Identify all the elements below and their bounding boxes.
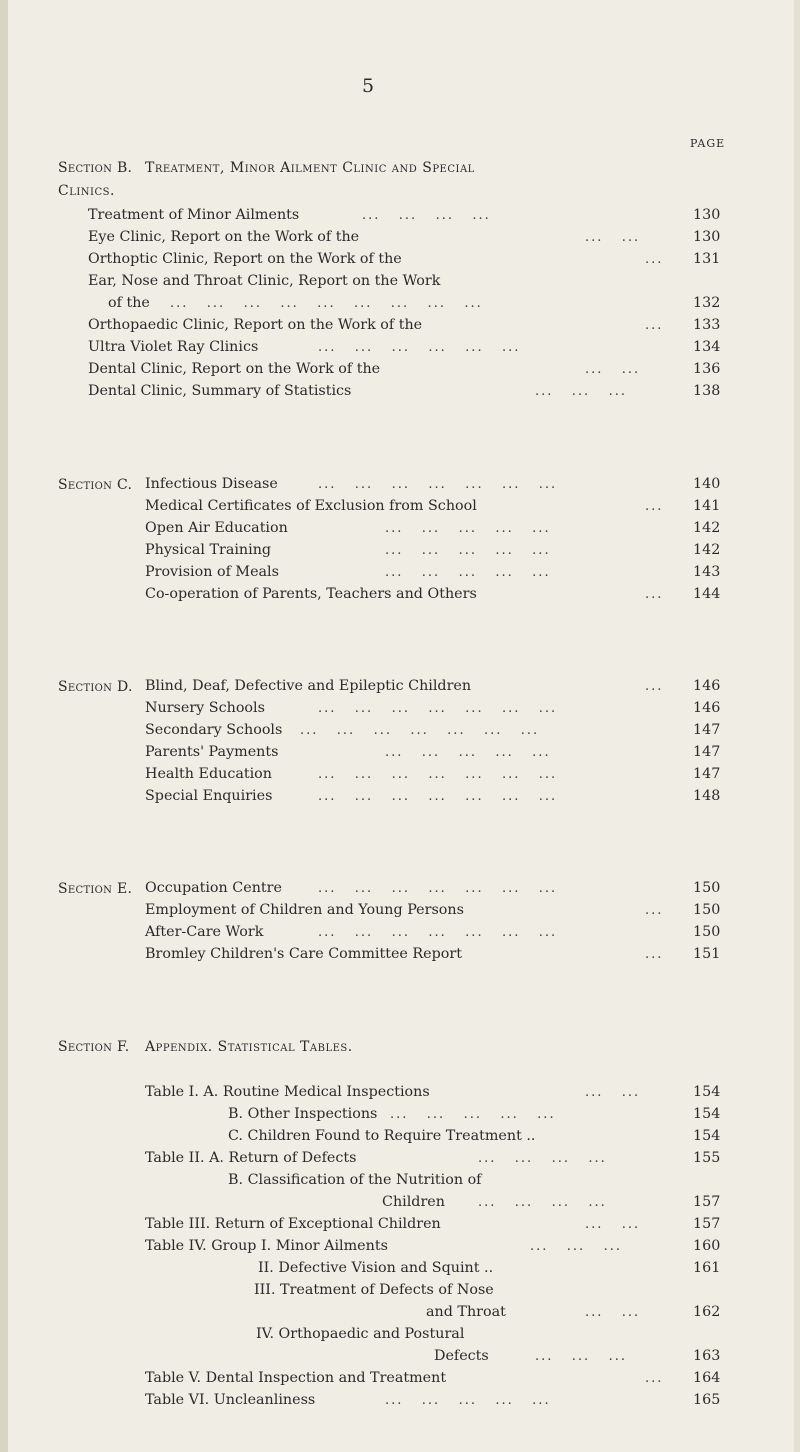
toc-entry: Table VI. Uncleanliness [145,1392,316,1408]
page-column-header: PAGE [690,137,726,150]
toc-page: 162 [693,1304,721,1320]
leader-dots: ... ... ... ... ... ... ... [318,701,558,716]
toc-entry: Health Education [145,766,272,782]
toc-page: 157 [693,1194,721,1210]
toc-page: 138 [693,383,721,399]
section-label: Section D. [58,679,133,695]
toc-entry: Orthopaedic Clinic, Report on the Work of the [88,317,423,333]
leader-dots: ... ... ... ... ... ... ... ... ... [170,296,483,311]
leader-dots: ... ... ... ... ... ... ... [318,925,558,940]
toc-page: 157 [693,1216,721,1232]
toc-entry: B. Other Inspections [228,1106,378,1122]
toc-page: 165 [693,1392,721,1408]
toc-entry: Table II. A. Return of Defects [145,1150,357,1166]
toc-page: 161 [693,1260,721,1276]
leader-dots: ... [645,679,664,694]
toc-page: 164 [693,1370,721,1386]
toc-entry: Orthoptic Clinic, Report on the Work of the [88,251,402,267]
toc-entry: Employment of Children and Young Persons [145,902,464,918]
toc-entry: Bromley Children's Care Committee Report [145,946,462,962]
toc-entry: Ear, Nose and Throat Clinic, Report on the Work [88,273,441,289]
toc-page: 150 [693,880,721,896]
leader-dots: ... ... ... ... ... ... [318,340,521,355]
toc-entry: Defects [434,1348,489,1364]
toc-entry: of the [108,295,150,311]
toc-entry: Table III. Return of Exceptional Children [145,1216,441,1232]
toc-page: 131 [693,251,721,267]
toc-entry: Eye Clinic, Report on the Work of the [88,229,360,245]
leader-dots: ... [645,903,664,918]
toc-entry: II. Defective Vision and Squint .. [258,1260,494,1276]
leader-dots: ... [645,252,664,267]
toc-page: 143 [693,564,721,580]
toc-page: 142 [693,542,721,558]
toc-page: 150 [693,902,721,918]
toc-page: 130 [693,207,721,223]
leader-dots: ... ... ... ... ... ... ... [318,881,558,896]
toc-entry: Dental Clinic, Summary of Statistics [88,383,352,399]
toc-page: 147 [693,766,721,782]
leader-dots: ... ... ... ... ... ... ... [318,767,558,782]
leader-dots: ... ... ... ... ... [385,543,551,558]
section-label: Section B. [58,160,133,176]
toc-page: 155 [693,1150,721,1166]
toc-entry: B. Classification of the Nutrition of [228,1172,482,1188]
leader-dots: ... [645,1371,664,1386]
leader-dots: ... [645,318,664,333]
toc-entry: Medical Certificates of Exclusion from School [145,498,477,514]
toc-entry: Table V. Dental Inspection and Treatment [145,1370,447,1386]
leader-dots: ... ... ... [535,1349,627,1364]
toc-entry: Treatment of Minor Ailments [88,207,300,223]
page-right-edge [794,0,800,1452]
leader-dots: ... ... [585,1085,641,1100]
toc-entry: C. Children Found to Require Treatment .. [228,1128,536,1144]
toc-page: 147 [693,744,721,760]
toc-page: 144 [693,586,721,602]
toc-entry: Secondary Schools [145,722,283,738]
toc-page: 160 [693,1238,721,1254]
toc-entry: Infectious Disease [145,476,278,492]
toc-entry: Provision of Meals [145,564,279,580]
toc-entry: Children [382,1194,445,1210]
toc-entry: Dental Clinic, Report on the Work of the [88,361,381,377]
toc-entry: Special Enquiries [145,788,273,804]
toc-page: 154 [693,1106,721,1122]
toc-entry: III. Treatment of Defects of Nose [254,1282,494,1298]
toc-page: 133 [693,317,721,333]
toc-entry: Ultra Violet Ray Clinics [88,339,259,355]
toc-page: 154 [693,1084,721,1100]
leader-dots: ... [645,947,664,962]
toc-entry: Co-operation of Parents, Teachers and Others [145,586,477,602]
toc-page: 151 [693,946,721,962]
page-number: 5 [362,75,375,97]
toc-entry: Table IV. Group I. Minor Ailments [145,1238,388,1254]
toc-page: 154 [693,1128,721,1144]
leader-dots: ... ... ... ... ... [385,745,551,760]
toc-entry: Occupation Centre [145,880,282,896]
leader-dots: ... ... [585,230,641,245]
toc-entry: Open Air Education [145,520,288,536]
toc-entry: After-Care Work [145,924,264,940]
leader-dots: ... ... [585,362,641,377]
section-title-cont: Clinics. [58,183,115,199]
toc-page: 130 [693,229,721,245]
toc-entry: Physical Training [145,542,272,558]
leader-dots: ... ... ... ... [362,208,491,223]
toc-page: 146 [693,700,721,716]
leader-dots: ... [645,499,664,514]
leader-dots: ... [645,587,664,602]
toc-entry: Nursery Schools [145,700,265,716]
toc-entry: Parents' Payments [145,744,279,760]
leader-dots: ... ... [585,1305,641,1320]
leader-dots: ... ... ... ... ... [385,521,551,536]
toc-page: 141 [693,498,721,514]
toc-entry: IV. Orthopaedic and Postural [256,1326,465,1342]
toc-entry: Table I. A. Routine Medical Inspections [145,1084,430,1100]
toc-entry: and Throat [426,1304,506,1320]
toc-page: 163 [693,1348,721,1364]
toc-page: 132 [693,295,721,311]
toc-page: 148 [693,788,721,804]
toc-entry: Blind, Deaf, Defective and Epileptic Children [145,678,472,694]
toc-page: 136 [693,361,721,377]
section-title: Appendix. Statistical Tables. [145,1039,353,1055]
leader-dots: ... ... ... ... ... ... ... [300,723,540,738]
leader-dots: ... ... ... ... [478,1151,607,1166]
leader-dots: ... ... ... ... ... ... ... [318,477,558,492]
leader-dots: ... ... [585,1217,641,1232]
leader-dots: ... ... ... [530,1239,622,1254]
toc-page: 147 [693,722,721,738]
section-title: Treatment, Minor Ailment Clinic and Special [145,160,475,176]
leader-dots: ... ... ... ... ... [385,565,551,580]
leader-dots: ... ... ... [535,384,627,399]
section-label: Section E. [58,881,133,897]
toc-page: 142 [693,520,721,536]
toc-page: 150 [693,924,721,940]
toc-page: 134 [693,339,721,355]
section-label: Section C. [58,477,133,493]
leader-dots: ... ... ... ... ... ... ... [318,789,558,804]
toc-page: 140 [693,476,721,492]
leader-dots: ... ... ... ... [478,1195,607,1210]
page-left-edge [0,0,8,1452]
leader-dots: ... ... ... ... ... [385,1393,551,1408]
toc-page: 146 [693,678,721,694]
leader-dots: ... ... ... ... ... [390,1107,556,1122]
section-label: Section F. [58,1039,130,1055]
